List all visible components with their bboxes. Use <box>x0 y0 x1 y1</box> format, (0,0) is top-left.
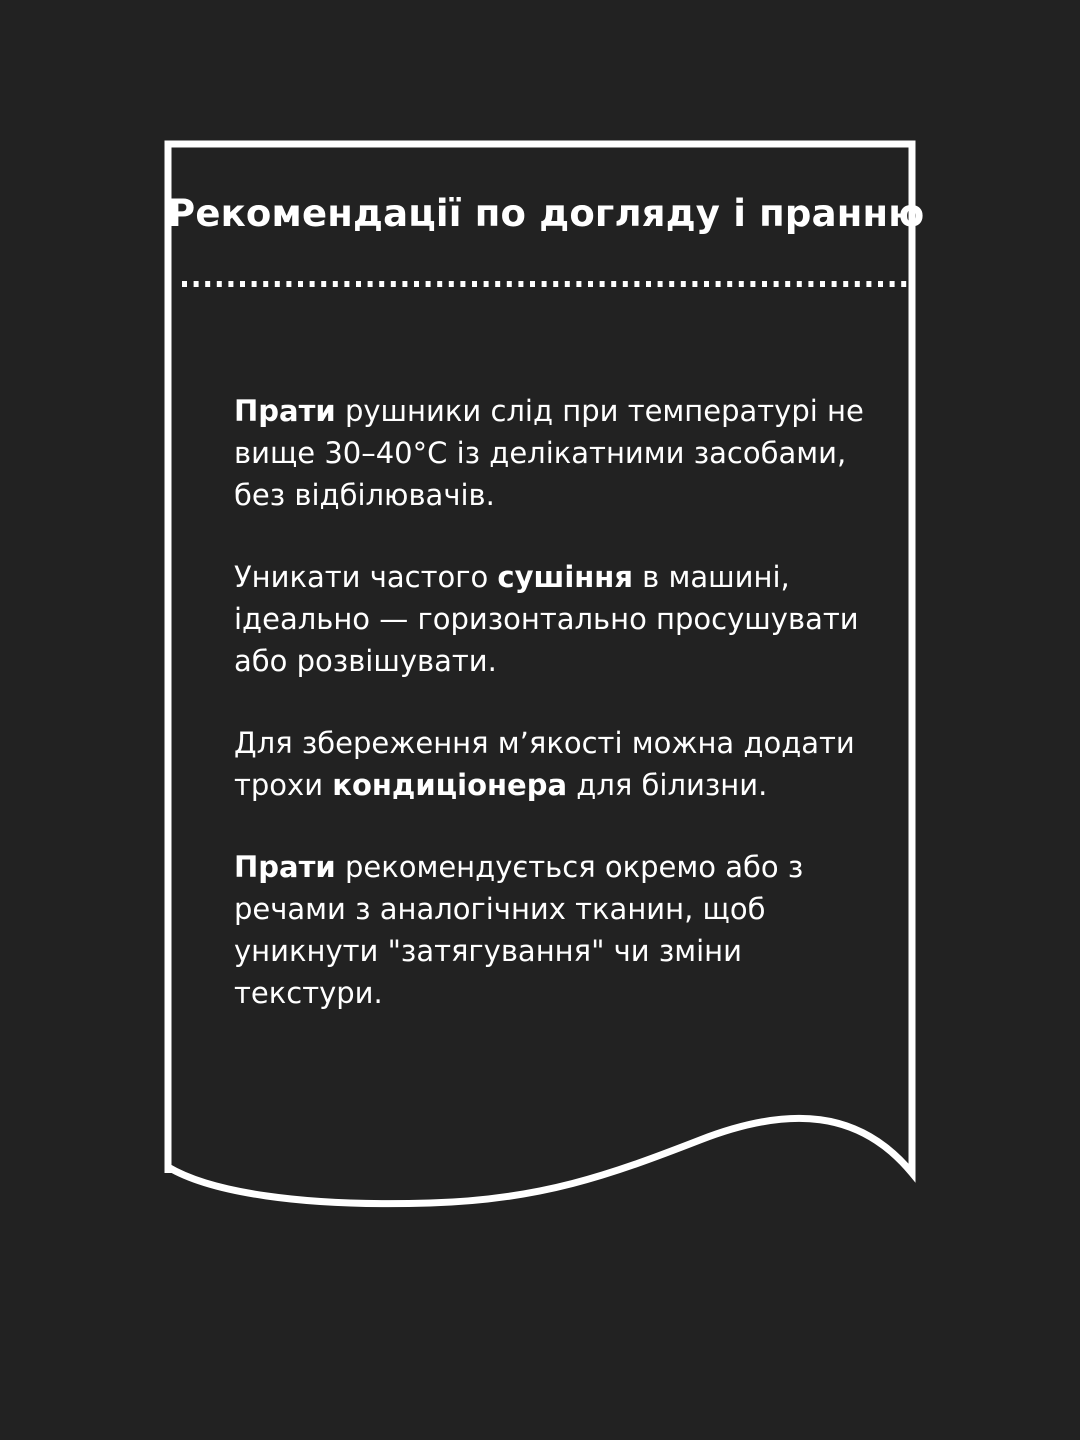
text-line: Для збереження м’якості можна додати <box>234 726 855 760</box>
text-line: або розвішувати. <box>234 644 497 678</box>
text-line: Уникати частого сушіння в машині, <box>234 560 790 594</box>
instruction-paragraph-softness <box>234 722 874 806</box>
card-title: Рекомендації по догляду і пранню <box>168 192 925 235</box>
instruction-paragraph-washing <box>234 390 874 516</box>
text-line: речами з аналогічних тканин, щоб <box>234 892 766 926</box>
text-line: вище 30–40°C із делікатними засобами, <box>234 436 847 470</box>
instruction-paragraph-drying <box>234 556 874 682</box>
text-line: трохи кондиціонера для білизни. <box>234 768 768 802</box>
text-line: ідеально — горизонтально просушувати <box>234 602 859 636</box>
text-line: уникнути "затягування" чи зміни текстури. <box>234 934 742 1010</box>
instruction-paragraph-separate-wash <box>234 846 874 1014</box>
text-line: Прати рушники слід при температурі не <box>234 394 864 428</box>
text-line: Прати рекомендується окремо або з <box>234 850 804 884</box>
care-instructions <box>234 390 874 1054</box>
text-line: без відбілювачів. <box>234 478 495 512</box>
